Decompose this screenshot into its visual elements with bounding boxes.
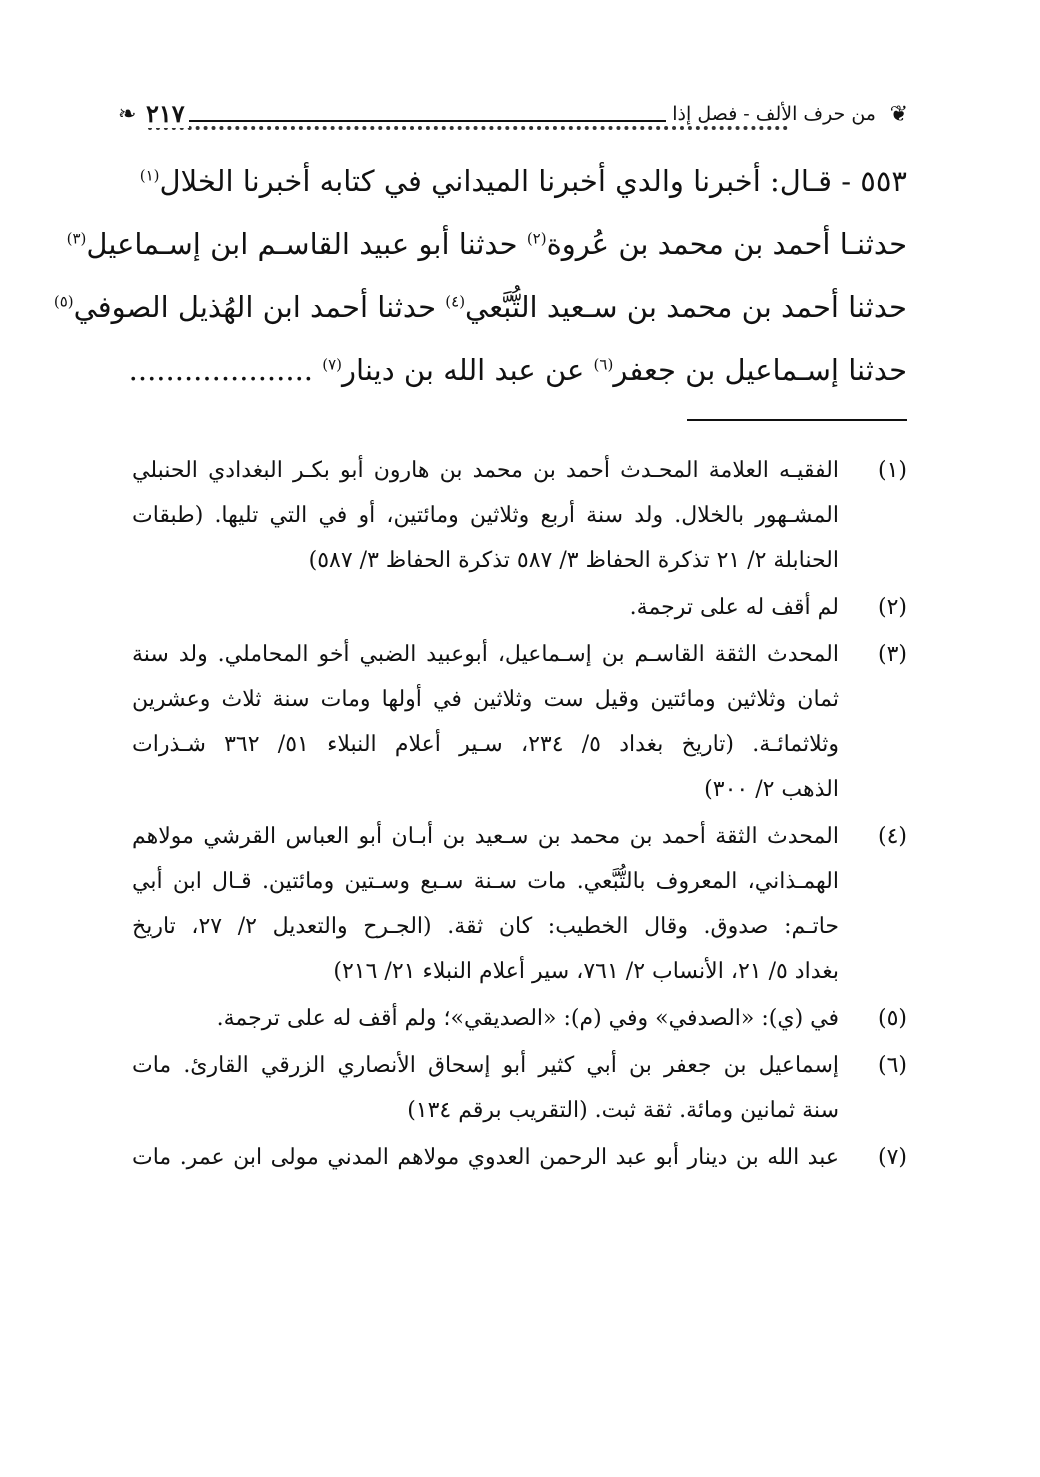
main-line-2: حدثنـا أحمد بن محمد بن عُروة$^{(٢)}$ حدثنا أبو عبيد القاسـم ابن إسـماعيل$^{(٣)}$ xyxy=(66,227,907,261)
main-line-4: حدثنا إسـماعيل بن جعفر$^{(٦)}$ عن عبد الله بن دينار$^{(٧)}$ .................... xyxy=(128,353,907,387)
footnote-line: وثلاثمائـة. (تاريخ بغداد ٥/ ٢٣٤، سـير أعلام النبلاء ٥١/ ٣٦٢ شـذرات xyxy=(132,732,839,757)
footnote-ref[interactable]: (٣) xyxy=(66,229,87,248)
footnote-ref[interactable]: (١) xyxy=(139,166,160,185)
footnote-1 xyxy=(132,448,907,583)
footnote-ref[interactable]: (٥) xyxy=(53,292,74,311)
footnote-line: الذهب ٢/ ٣٠٠) xyxy=(704,777,839,802)
header-dotted-rule xyxy=(148,126,788,130)
footnote-line: لم أقف له على ترجمة. xyxy=(629,595,839,620)
footnote-ref[interactable]: (٦) xyxy=(593,355,614,374)
footnote-line: بغداد ٥/ ٢١، الأنساب ٢/ ٧٦١، سير أعلام النبلاء ٢١/ ٢١٦) xyxy=(333,959,839,984)
footnote-6 xyxy=(132,1043,907,1133)
header-ornament-right-icon: ❦ xyxy=(889,102,908,127)
footnote-separator xyxy=(687,419,907,421)
footnote-number: (١) xyxy=(877,458,907,483)
footnote-ref[interactable]: (٢) xyxy=(526,229,547,248)
footnotes xyxy=(132,448,907,1182)
footnote-line: إسماعيل بن جعفر بن أبي كثير أبو إسحاق الأنصاري الزرقي القارئ. مات xyxy=(132,1053,839,1078)
header-ornament-left-icon: ❧ xyxy=(118,102,137,127)
footnote-number: (٦) xyxy=(877,1053,907,1078)
footnote-number: (٣) xyxy=(877,642,907,667)
footnote-line: حاتـم: صدوق. وقال الخطيب: كان ثقة. (الجـرح والتعديل ٢/ ٢٧، تاريخ xyxy=(132,914,839,939)
footnote-5 xyxy=(132,996,907,1041)
footnote-7 xyxy=(132,1135,907,1180)
footnote-ref[interactable]: (٧) xyxy=(322,355,343,374)
footnote-line: الفقيـه العلامة المحـدث أحمد بن محمد بن هارون أبو بكـر البغدادي الحنبلي xyxy=(132,458,839,483)
footnote-line: ثمان وثلاثين ومائتين وقيل ست وثلاثين في أولها ومات سنة ثلاث وعشرين xyxy=(132,687,839,712)
footnote-ref[interactable]: (٤) xyxy=(445,292,466,311)
main-line-3: حدثنا أحمد بن محمد بن سـعيد التُّبَّعي$^{(٤)}$ حدثنا أحمد ابن الهُذيل الصوفي$^{(٥)}$ xyxy=(53,290,907,324)
footnote-line: الحنابلة ٢/ ٢١ تذكرة الحفاظ ٣/ ٥٨٧ تذكرة الحفاظ ٣/ ٥٨٧) xyxy=(308,548,839,573)
footnote-number: (٧) xyxy=(877,1145,907,1170)
running-title: من حرف الألف - فصل إذا xyxy=(666,102,882,126)
footnote-number: (٥) xyxy=(877,1006,907,1031)
footnote-line: الهمـذاني، المعروف بالتُّبَّعي. مات سـنة سـبع وسـتين ومائتين. قـال ابن أبي xyxy=(132,869,839,894)
footnote-line: في (ي): «الصدفي» وفي (م): «الصديقي»؛ ولم أقف له على ترجمة. xyxy=(216,1006,839,1031)
main-line-1: ٥٥٣ - قـال: أخبرنا والدي أخبرنا الميداني في كتابه أخبرنا الخلال$^{(١)}$ xyxy=(139,164,907,198)
footnote-line: المحدث الثقة أحمد بن محمد بن سـعيد بن أبـان أبو العباس القرشي مولاهم xyxy=(132,824,839,849)
footnote-line: المشـهور بالخلال. ولد سنة أربع وثلاثين ومائتين، أو في التي تليها. (طبقات xyxy=(132,503,839,528)
main-text xyxy=(53,150,907,402)
footnote-line: عبد الله بن دينار أبو عبد الرحمن العدوي مولاهم المدني مولى ابن عمر. مات xyxy=(132,1145,839,1170)
footnote-line: المحدث الثقة القاسـم بن إسـماعيل، أبوعبيد الضبي أخو المحاملي. ولد سنة xyxy=(132,642,839,667)
footnote-number: (٤) xyxy=(877,824,907,849)
footnote-number: (٢) xyxy=(877,595,907,620)
page-number: ٢١٧ xyxy=(142,100,189,128)
footnote-4 xyxy=(132,814,907,994)
footnote-2 xyxy=(132,585,907,630)
running-header xyxy=(118,100,908,134)
footnote-line: سنة ثمانين ومائة. ثقة ثبت. (التقريب برقم ١٣٤) xyxy=(407,1098,839,1123)
footnote-3 xyxy=(132,632,907,812)
